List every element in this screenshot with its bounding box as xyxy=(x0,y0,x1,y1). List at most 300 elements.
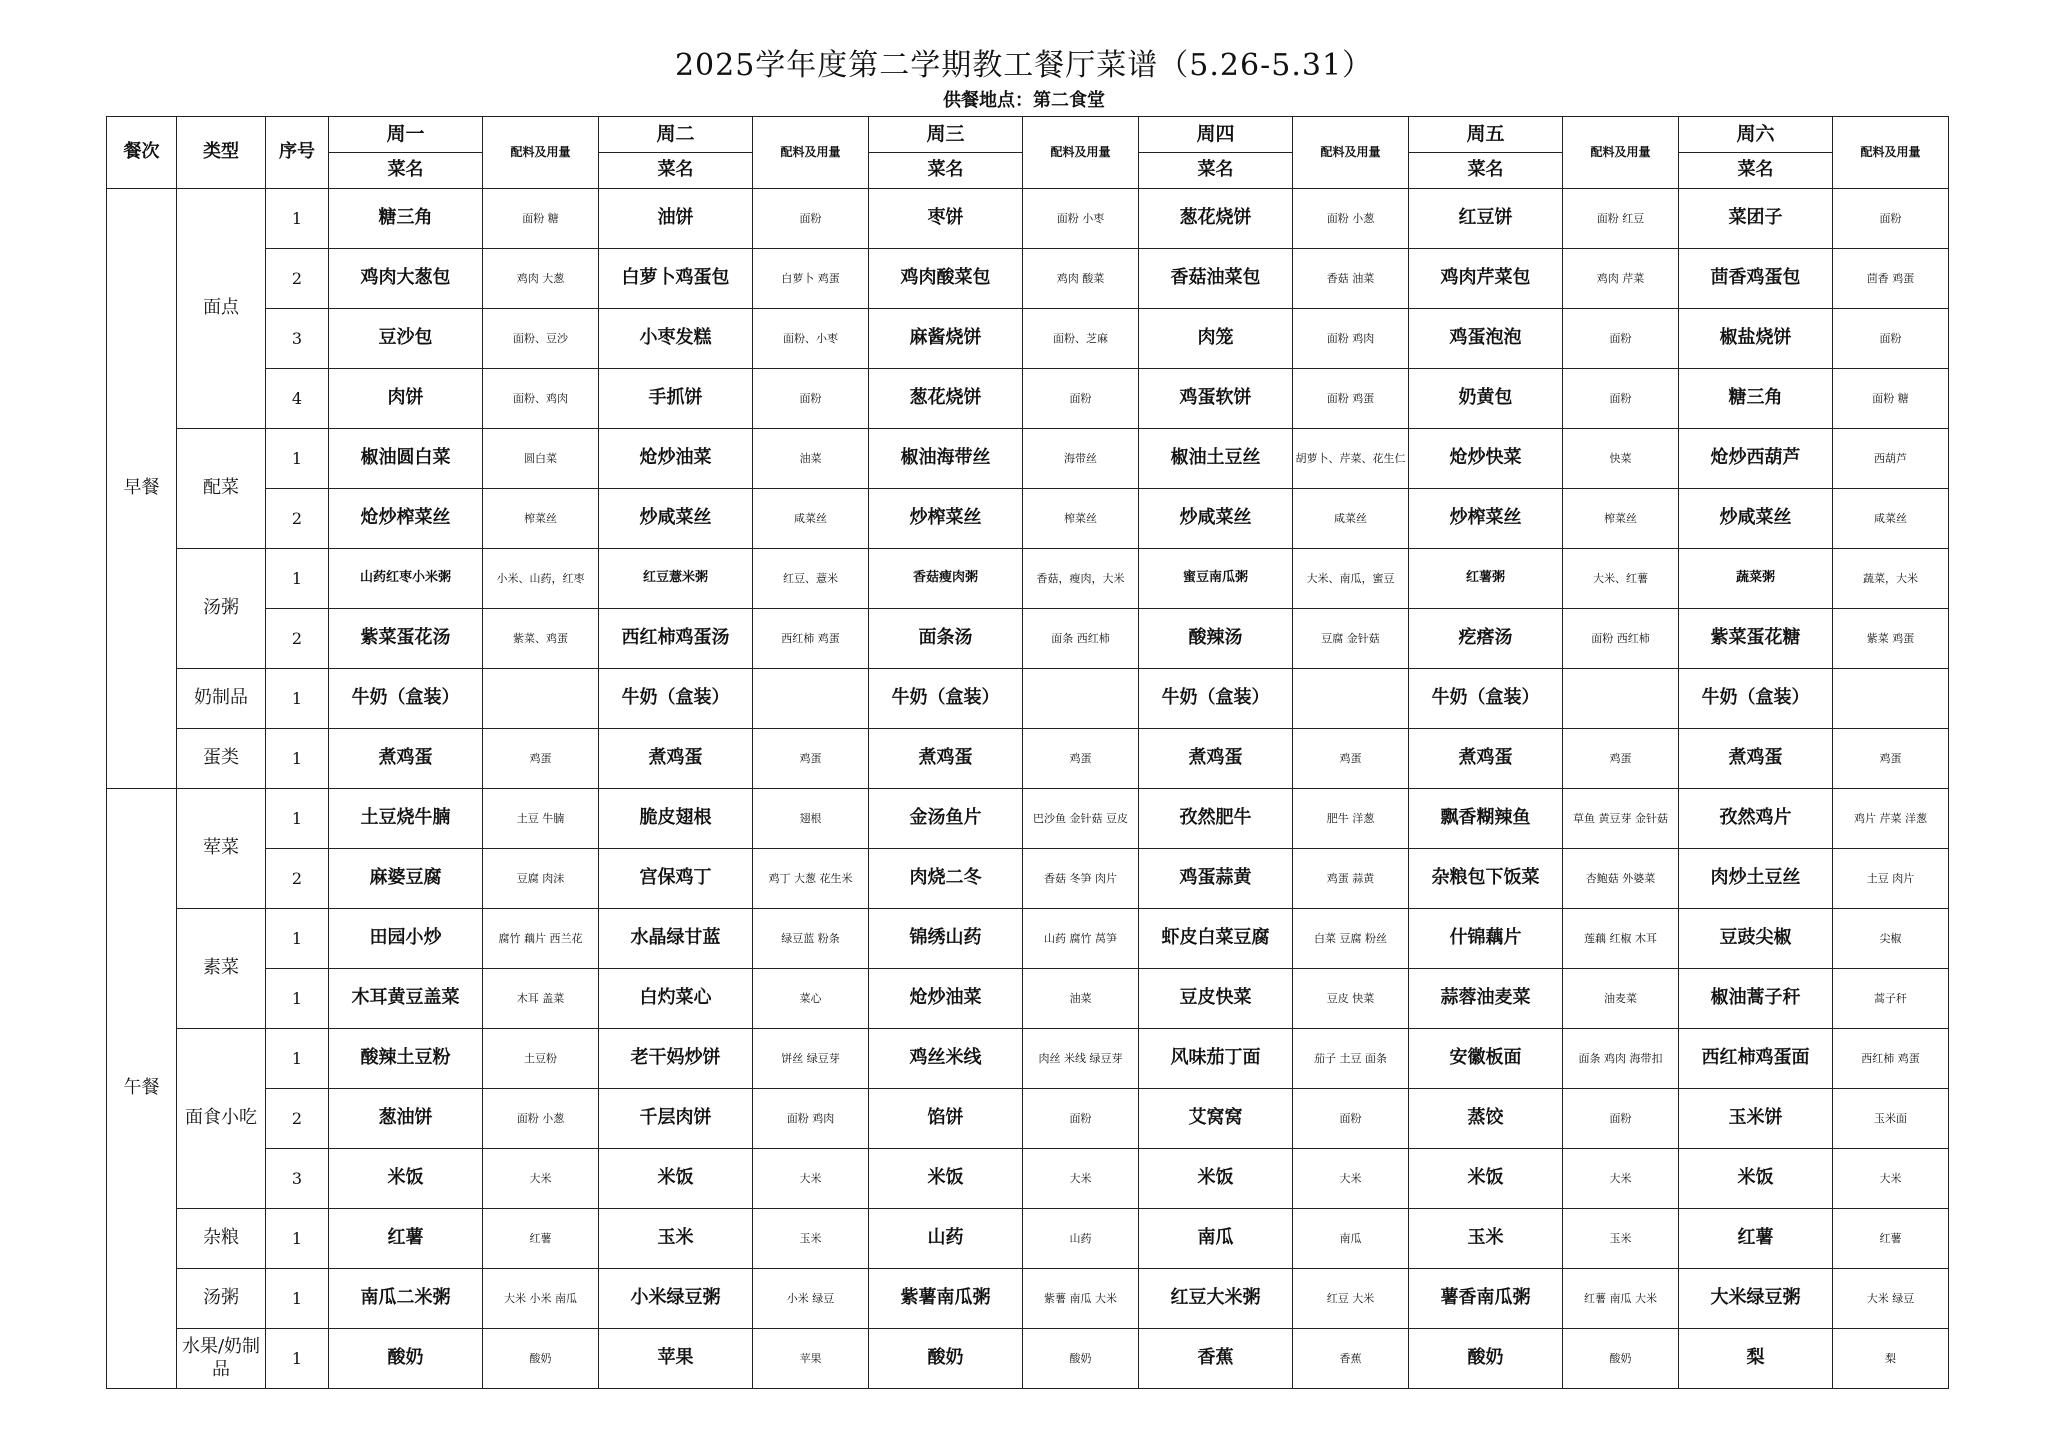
category-label: 汤粥 xyxy=(177,1269,266,1329)
dish-ingredients xyxy=(1563,669,1679,729)
dish-name: 什锦藕片 xyxy=(1409,909,1563,969)
table-row xyxy=(107,609,1949,669)
dish-name: 枣饼 xyxy=(869,189,1023,249)
dish-name: 米饭 xyxy=(329,1149,483,1209)
dish-ingredients: 面粉 鸡蛋 xyxy=(1293,369,1409,429)
dish-ingredients: 尖椒 xyxy=(1833,909,1949,969)
dish-ingredients: 面粉、豆沙 xyxy=(483,309,599,369)
header-day-sat: 周六 xyxy=(1679,117,1833,153)
dish-name: 脆皮翅根 xyxy=(599,789,753,849)
dish-ingredients: 大米 xyxy=(753,1149,869,1209)
dish-name: 葱油饼 xyxy=(329,1089,483,1149)
dish-name: 孜然鸡片 xyxy=(1679,789,1833,849)
dish-name: 煮鸡蛋 xyxy=(599,729,753,789)
dish-ingredients: 胡萝卜、芹菜、花生仁 xyxy=(1293,429,1409,489)
dish-name: 木耳黄豆盖菜 xyxy=(329,969,483,1029)
table-row xyxy=(107,969,1949,1029)
category-label: 汤粥 xyxy=(177,549,266,669)
dish-name: 椒油圆白菜 xyxy=(329,429,483,489)
dish-ingredients: 大米 xyxy=(1563,1149,1679,1209)
dish-ingredients: 面粉 xyxy=(1563,369,1679,429)
dish-ingredients: 紫薯 南瓜 大米 xyxy=(1023,1269,1139,1329)
dish-ingredients: 鸡丁 大葱 花生米 xyxy=(753,849,869,909)
dish-name: 红豆饼 xyxy=(1409,189,1563,249)
table-row xyxy=(107,369,1949,429)
dish-ingredients: 面粉 xyxy=(1833,189,1949,249)
dish-name: 红薯粥 xyxy=(1409,549,1563,609)
dish-ingredients: 西葫芦 xyxy=(1833,429,1949,489)
dish-name: 奶黄包 xyxy=(1409,369,1563,429)
dish-ingredients: 快菜 xyxy=(1563,429,1679,489)
dish-name: 南瓜二米粥 xyxy=(329,1269,483,1329)
dish-ingredients: 鸡蛋 xyxy=(1293,729,1409,789)
dish-ingredients: 面粉 鸡肉 xyxy=(1293,309,1409,369)
dish-ingredients: 面粉 西红柿 xyxy=(1563,609,1679,669)
dish-ingredients: 鸡蛋 xyxy=(1563,729,1679,789)
dish-name: 茴香鸡蛋包 xyxy=(1679,249,1833,309)
dish-name: 梨 xyxy=(1679,1329,1833,1389)
dish-ingredients: 玉米面 xyxy=(1833,1089,1949,1149)
dish-name: 葱花烧饼 xyxy=(1139,189,1293,249)
row-sequence: 2 xyxy=(266,849,329,909)
dish-ingredients: 面粉、鸡肉 xyxy=(483,369,599,429)
row-sequence: 2 xyxy=(266,609,329,669)
dish-ingredients: 豆腐 肉沫 xyxy=(483,849,599,909)
dish-name: 南瓜 xyxy=(1139,1209,1293,1269)
dish-name: 糖三角 xyxy=(329,189,483,249)
dish-ingredients: 面粉 小葱 xyxy=(483,1089,599,1149)
dish-name: 玉米 xyxy=(1409,1209,1563,1269)
dish-ingredients: 玉米 xyxy=(753,1209,869,1269)
dish-name: 酸辣土豆粉 xyxy=(329,1029,483,1089)
table-row xyxy=(107,309,1949,369)
table-row xyxy=(107,669,1949,729)
category-label: 面食小吃 xyxy=(177,1029,266,1209)
dish-name: 牛奶（盒装） xyxy=(1679,669,1833,729)
dish-ingredients: 白萝卜 鸡蛋 xyxy=(753,249,869,309)
dish-name: 麻婆豆腐 xyxy=(329,849,483,909)
dish-name: 红薯 xyxy=(1679,1209,1833,1269)
dish-name: 鸡蛋泡泡 xyxy=(1409,309,1563,369)
header-ingredients: 配料及用量 xyxy=(1293,117,1409,189)
dish-name: 炒咸菜丝 xyxy=(599,489,753,549)
dish-ingredients: 鸡蛋 xyxy=(1023,729,1139,789)
menu-body xyxy=(107,189,1949,1389)
dish-name: 肉饼 xyxy=(329,369,483,429)
dish-ingredients: 豆腐 金针菇 xyxy=(1293,609,1409,669)
dish-name: 飘香糊辣鱼 xyxy=(1409,789,1563,849)
table-row xyxy=(107,909,1949,969)
dish-ingredients: 面粉 xyxy=(753,369,869,429)
dish-name: 薯香南瓜粥 xyxy=(1409,1269,1563,1329)
header-day-fri: 周五 xyxy=(1409,117,1563,153)
dish-name: 酸奶 xyxy=(1409,1329,1563,1389)
dish-name: 香蕉 xyxy=(1139,1329,1293,1389)
dish-ingredients: 杏鲍菇 外婆菜 xyxy=(1563,849,1679,909)
header-ingredients: 配料及用量 xyxy=(1833,117,1949,189)
dish-ingredients: 大米 xyxy=(483,1149,599,1209)
dish-name: 锦绣山药 xyxy=(869,909,1023,969)
table-row xyxy=(107,1149,1949,1209)
dish-ingredients: 饼丝 绿豆芽 xyxy=(753,1029,869,1089)
dish-name: 土豆烧牛腩 xyxy=(329,789,483,849)
dish-name: 炒榨菜丝 xyxy=(1409,489,1563,549)
dish-name: 肉烧二冬 xyxy=(869,849,1023,909)
category-label: 荤菜 xyxy=(177,789,266,909)
table-row xyxy=(107,429,1949,489)
dish-ingredients: 巴沙鱼 金针菇 豆皮 xyxy=(1023,789,1139,849)
dish-ingredients: 大米、南瓜，蜜豆 xyxy=(1293,549,1409,609)
dish-name: 炒咸菜丝 xyxy=(1139,489,1293,549)
dish-name: 菜团子 xyxy=(1679,189,1833,249)
table-row xyxy=(107,189,1949,249)
table-row xyxy=(107,729,1949,789)
dish-name: 苹果 xyxy=(599,1329,753,1389)
category-label: 水果/奶制品 xyxy=(177,1329,266,1389)
dish-ingredients: 面粉 鸡肉 xyxy=(753,1089,869,1149)
dish-name: 炝炒西葫芦 xyxy=(1679,429,1833,489)
row-sequence: 1 xyxy=(266,969,329,1029)
dish-name: 米饭 xyxy=(869,1149,1023,1209)
header-ingredients: 配料及用量 xyxy=(483,117,599,189)
header-row-days xyxy=(107,117,1949,153)
table-row xyxy=(107,1209,1949,1269)
dish-ingredients: 红薯 xyxy=(483,1209,599,1269)
dish-name: 米饭 xyxy=(1679,1149,1833,1209)
table-row xyxy=(107,1029,1949,1089)
dish-ingredients: 面粉 糖 xyxy=(483,189,599,249)
dish-name: 红薯 xyxy=(329,1209,483,1269)
header-ingredients: 配料及用量 xyxy=(753,117,869,189)
dish-ingredients: 面粉、芝麻 xyxy=(1023,309,1139,369)
dish-ingredients: 土豆粉 xyxy=(483,1029,599,1089)
dish-ingredients: 面粉 xyxy=(1563,1089,1679,1149)
dish-name: 鸡蛋蒜黄 xyxy=(1139,849,1293,909)
dish-name: 紫菜蛋花汤 xyxy=(329,609,483,669)
meal-label: 午餐 xyxy=(107,789,177,1389)
page-title: 2025学年度第二学期教工餐厅菜谱（5.26-5.31） xyxy=(674,48,1374,83)
dish-name: 鸡肉大葱包 xyxy=(329,249,483,309)
dish-name: 牛奶（盒装） xyxy=(1409,669,1563,729)
dish-name: 煮鸡蛋 xyxy=(1679,729,1833,789)
dish-ingredients: 翅根 xyxy=(753,789,869,849)
dish-name: 杂粮包下饭菜 xyxy=(1409,849,1563,909)
dish-ingredients xyxy=(483,669,599,729)
dish-ingredients: 面粉 xyxy=(753,189,869,249)
dish-ingredients: 酸奶 xyxy=(483,1329,599,1389)
dish-name: 牛奶（盒装） xyxy=(329,669,483,729)
dish-name: 蔬菜粥 xyxy=(1679,549,1833,609)
dish-ingredients: 小米、山药，红枣 xyxy=(483,549,599,609)
dish-ingredients: 面粉 xyxy=(1563,309,1679,369)
dish-name: 鸡丝米线 xyxy=(869,1029,1023,1089)
dish-ingredients: 红薯 xyxy=(1833,1209,1949,1269)
dish-ingredients: 南瓜 xyxy=(1293,1209,1409,1269)
dish-ingredients: 菜心 xyxy=(753,969,869,1029)
dish-name: 玉米饼 xyxy=(1679,1089,1833,1149)
menu-table xyxy=(106,116,1949,1389)
dish-name: 小枣发糕 xyxy=(599,309,753,369)
dish-name: 香菇瘦肉粥 xyxy=(869,549,1023,609)
dish-ingredients: 豆皮 快菜 xyxy=(1293,969,1409,1029)
dish-name: 山药 xyxy=(869,1209,1023,1269)
dish-ingredients: 面粉 小葱 xyxy=(1293,189,1409,249)
row-sequence: 1 xyxy=(266,1029,329,1089)
dish-ingredients: 绿豆蓝 粉条 xyxy=(753,909,869,969)
dish-ingredients: 香菇 冬笋 肉片 xyxy=(1023,849,1139,909)
dish-ingredients xyxy=(1023,669,1139,729)
dish-ingredients: 鸡肉 酸菜 xyxy=(1023,249,1139,309)
row-sequence: 1 xyxy=(266,909,329,969)
dish-ingredients: 木耳 盖菜 xyxy=(483,969,599,1029)
dish-name: 煮鸡蛋 xyxy=(869,729,1023,789)
dish-name: 葱花烧饼 xyxy=(869,369,1023,429)
dish-name: 大米绿豆粥 xyxy=(1679,1269,1833,1329)
dish-name: 炒榨菜丝 xyxy=(869,489,1023,549)
dish-ingredients: 莲藕 红椒 木耳 xyxy=(1563,909,1679,969)
row-sequence: 1 xyxy=(266,789,329,849)
dish-name: 酸奶 xyxy=(869,1329,1023,1389)
dish-name: 糖三角 xyxy=(1679,369,1833,429)
category-label: 面点 xyxy=(177,189,266,429)
dish-name: 鸡肉酸菜包 xyxy=(869,249,1023,309)
dish-name: 水晶绿甘蓝 xyxy=(599,909,753,969)
row-sequence: 4 xyxy=(266,369,329,429)
dish-ingredients: 咸菜丝 xyxy=(753,489,869,549)
dish-name: 煮鸡蛋 xyxy=(1139,729,1293,789)
table-row xyxy=(107,1269,1949,1329)
dish-name: 香菇油菜包 xyxy=(1139,249,1293,309)
header-type: 类型 xyxy=(177,117,266,189)
dish-name: 油饼 xyxy=(599,189,753,249)
header-meal: 餐次 xyxy=(107,117,177,189)
dish-ingredients xyxy=(753,669,869,729)
dish-name: 肉笼 xyxy=(1139,309,1293,369)
dish-ingredients: 面粉 小枣 xyxy=(1023,189,1139,249)
dish-name: 米饭 xyxy=(1139,1149,1293,1209)
dish-name: 千层肉饼 xyxy=(599,1089,753,1149)
dish-ingredients: 大米 xyxy=(1023,1149,1139,1209)
dish-ingredients: 大米 小米 南瓜 xyxy=(483,1269,599,1329)
row-sequence: 3 xyxy=(266,309,329,369)
dish-name: 蒜蓉油麦菜 xyxy=(1409,969,1563,1029)
dish-name: 豆豉尖椒 xyxy=(1679,909,1833,969)
row-sequence: 1 xyxy=(266,669,329,729)
dish-ingredients: 蒿子秆 xyxy=(1833,969,1949,1029)
dish-name: 安徽板面 xyxy=(1409,1029,1563,1089)
dish-name: 炝炒榨菜丝 xyxy=(329,489,483,549)
header-dish: 菜名 xyxy=(1409,153,1563,189)
dish-name: 馅饼 xyxy=(869,1089,1023,1149)
header-day-wed: 周三 xyxy=(869,117,1023,153)
dish-ingredients: 西红柿 鸡蛋 xyxy=(1833,1029,1949,1089)
dish-name: 西红柿鸡蛋汤 xyxy=(599,609,753,669)
dish-ingredients: 大米 绿豆 xyxy=(1833,1269,1949,1329)
dish-ingredients: 鸡蛋 xyxy=(753,729,869,789)
dish-name: 煮鸡蛋 xyxy=(1409,729,1563,789)
dish-name: 玉米 xyxy=(599,1209,753,1269)
dish-ingredients: 鸡肉 大葱 xyxy=(483,249,599,309)
dish-ingredients: 香菇，瘦肉，大米 xyxy=(1023,549,1139,609)
dish-ingredients: 苹果 xyxy=(753,1329,869,1389)
dish-ingredients: 香菇 油菜 xyxy=(1293,249,1409,309)
table-row xyxy=(107,789,1949,849)
dish-ingredients: 肉丝 米线 绿豆芽 xyxy=(1023,1029,1139,1089)
row-sequence: 2 xyxy=(266,249,329,309)
dish-ingredients: 面粉 xyxy=(1023,1089,1139,1149)
dish-name: 椒油海带丝 xyxy=(869,429,1023,489)
dish-name: 麻酱烧饼 xyxy=(869,309,1023,369)
table-row xyxy=(107,249,1949,309)
dish-ingredients: 面条 西红柿 xyxy=(1023,609,1139,669)
dish-name: 米饭 xyxy=(1409,1149,1563,1209)
dish-ingredients: 梨 xyxy=(1833,1329,1949,1389)
dish-name: 蜜豆南瓜粥 xyxy=(1139,549,1293,609)
dish-ingredients: 面粉、小枣 xyxy=(753,309,869,369)
dish-ingredients xyxy=(1293,669,1409,729)
dish-name: 金汤鱼片 xyxy=(869,789,1023,849)
dish-ingredients: 山药 xyxy=(1023,1209,1139,1269)
dish-name: 炝炒快菜 xyxy=(1409,429,1563,489)
dish-ingredients: 大米 xyxy=(1833,1149,1949,1209)
header-day-thu: 周四 xyxy=(1139,117,1293,153)
row-sequence: 1 xyxy=(266,729,329,789)
header-day-mon: 周一 xyxy=(329,117,483,153)
dish-ingredients: 咸菜丝 xyxy=(1833,489,1949,549)
dish-ingredients xyxy=(1833,669,1949,729)
dish-ingredients: 榨菜丝 xyxy=(483,489,599,549)
dish-name: 蒸饺 xyxy=(1409,1089,1563,1149)
dish-ingredients: 酸奶 xyxy=(1563,1329,1679,1389)
dish-name: 小米绿豆粥 xyxy=(599,1269,753,1329)
dish-name: 紫菜蛋花糖 xyxy=(1679,609,1833,669)
dish-ingredients: 咸菜丝 xyxy=(1293,489,1409,549)
dish-name: 牛奶（盒装） xyxy=(1139,669,1293,729)
dish-ingredients: 面粉 糖 xyxy=(1833,369,1949,429)
dish-ingredients: 面粉 xyxy=(1293,1089,1409,1149)
dish-ingredients: 腐竹 藕片 西兰花 xyxy=(483,909,599,969)
page-subtitle: 供餐地点：第二食堂 xyxy=(943,90,1105,111)
dish-name: 风味茄丁面 xyxy=(1139,1029,1293,1089)
dish-ingredients: 红薯 南瓜 大米 xyxy=(1563,1269,1679,1329)
dish-name: 红豆薏米粥 xyxy=(599,549,753,609)
dish-ingredients: 榨菜丝 xyxy=(1563,489,1679,549)
table-row xyxy=(107,1089,1949,1149)
dish-name: 紫薯南瓜粥 xyxy=(869,1269,1023,1329)
dish-ingredients: 面粉 红豆 xyxy=(1563,189,1679,249)
dish-ingredients: 圆白菜 xyxy=(483,429,599,489)
category-label: 奶制品 xyxy=(177,669,266,729)
dish-name: 老干妈炒饼 xyxy=(599,1029,753,1089)
header-dish: 菜名 xyxy=(1139,153,1293,189)
dish-name: 牛奶（盒装） xyxy=(869,669,1023,729)
row-sequence: 1 xyxy=(266,1329,329,1389)
dish-ingredients: 鸡蛋 xyxy=(483,729,599,789)
dish-ingredients: 西红柿 鸡蛋 xyxy=(753,609,869,669)
dish-name: 白灼菜心 xyxy=(599,969,753,1029)
category-label: 蛋类 xyxy=(177,729,266,789)
dish-name: 鸡蛋软饼 xyxy=(1139,369,1293,429)
dish-name: 疙瘩汤 xyxy=(1409,609,1563,669)
meal-label: 早餐 xyxy=(107,189,177,789)
dish-ingredients: 鸡蛋 蒜黄 xyxy=(1293,849,1409,909)
dish-ingredients: 面粉 xyxy=(1023,369,1139,429)
dish-name: 炝炒油菜 xyxy=(599,429,753,489)
dish-ingredients: 大米、红薯 xyxy=(1563,549,1679,609)
header-ingredients: 配料及用量 xyxy=(1563,117,1679,189)
dish-name: 肉炒土豆丝 xyxy=(1679,849,1833,909)
dish-ingredients: 紫菜 鸡蛋 xyxy=(1833,609,1949,669)
dish-name: 牛奶（盒装） xyxy=(599,669,753,729)
dish-ingredients: 白菜 豆腐 粉丝 xyxy=(1293,909,1409,969)
header-dish: 菜名 xyxy=(1679,153,1833,189)
dish-name: 虾皮白菜豆腐 xyxy=(1139,909,1293,969)
dish-name: 豆皮快菜 xyxy=(1139,969,1293,1029)
dish-ingredients: 红豆 大米 xyxy=(1293,1269,1409,1329)
dish-ingredients: 榨菜丝 xyxy=(1023,489,1139,549)
dish-name: 艾窝窝 xyxy=(1139,1089,1293,1149)
dish-ingredients: 茴香 鸡蛋 xyxy=(1833,249,1949,309)
dish-ingredients: 土豆 牛腩 xyxy=(483,789,599,849)
dish-name: 炝炒油菜 xyxy=(869,969,1023,1029)
row-sequence: 2 xyxy=(266,489,329,549)
row-sequence: 1 xyxy=(266,1209,329,1269)
dish-name: 西红柿鸡蛋面 xyxy=(1679,1029,1833,1089)
dish-ingredients: 小米 绿豆 xyxy=(753,1269,869,1329)
dish-name: 椒盐烧饼 xyxy=(1679,309,1833,369)
dish-ingredients: 鸡肉 芹菜 xyxy=(1563,249,1679,309)
dish-name: 豆沙包 xyxy=(329,309,483,369)
dish-ingredients: 大米 xyxy=(1293,1149,1409,1209)
row-sequence: 1 xyxy=(266,189,329,249)
header-day-tue: 周二 xyxy=(599,117,753,153)
dish-ingredients: 酸奶 xyxy=(1023,1329,1139,1389)
dish-ingredients: 土豆 肉片 xyxy=(1833,849,1949,909)
dish-ingredients: 茄子 土豆 面条 xyxy=(1293,1029,1409,1089)
dish-ingredients: 海带丝 xyxy=(1023,429,1139,489)
dish-name: 炒咸菜丝 xyxy=(1679,489,1833,549)
row-sequence: 1 xyxy=(266,549,329,609)
dish-ingredients: 草鱼 黄豆芽 金针菇 xyxy=(1563,789,1679,849)
dish-ingredients: 蔬菜，大米 xyxy=(1833,549,1949,609)
dish-ingredients: 鸡蛋 xyxy=(1833,729,1949,789)
dish-ingredients: 面粉 xyxy=(1833,309,1949,369)
dish-name: 山药红枣小米粥 xyxy=(329,549,483,609)
dish-name: 面条汤 xyxy=(869,609,1023,669)
dish-name: 田园小炒 xyxy=(329,909,483,969)
dish-name: 椒油土豆丝 xyxy=(1139,429,1293,489)
header-seq: 序号 xyxy=(266,117,329,189)
table-row xyxy=(107,849,1949,909)
dish-ingredients: 肥牛 洋葱 xyxy=(1293,789,1409,849)
dish-name: 鸡肉芹菜包 xyxy=(1409,249,1563,309)
dish-name: 白萝卜鸡蛋包 xyxy=(599,249,753,309)
dish-name: 宫保鸡丁 xyxy=(599,849,753,909)
dish-ingredients: 油菜 xyxy=(1023,969,1139,1029)
dish-name: 椒油蒿子秆 xyxy=(1679,969,1833,1029)
dish-name: 酸辣汤 xyxy=(1139,609,1293,669)
category-label: 素菜 xyxy=(177,909,266,1029)
dish-ingredients: 香蕉 xyxy=(1293,1329,1409,1389)
row-sequence: 3 xyxy=(266,1149,329,1209)
table-row xyxy=(107,549,1949,609)
dish-name: 孜然肥牛 xyxy=(1139,789,1293,849)
dish-name: 米饭 xyxy=(599,1149,753,1209)
category-label: 配菜 xyxy=(177,429,266,549)
dish-name: 红豆大米粥 xyxy=(1139,1269,1293,1329)
header-dish: 菜名 xyxy=(599,153,753,189)
dish-ingredients: 山药 腐竹 莴笋 xyxy=(1023,909,1139,969)
